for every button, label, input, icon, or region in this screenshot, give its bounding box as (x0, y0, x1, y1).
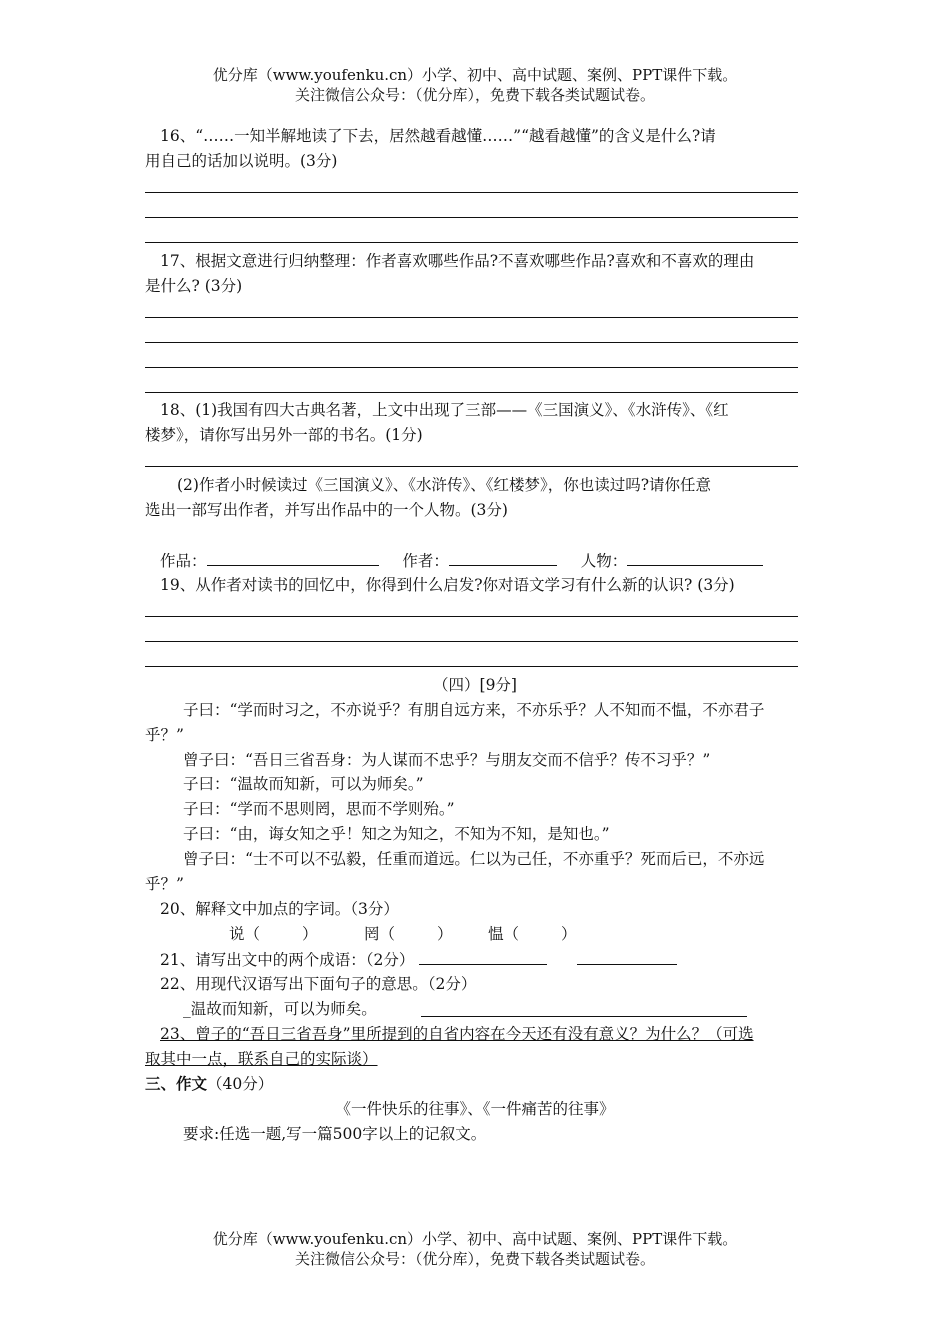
analects-4: 子曰：“学而不思则罔，思而不学则殆。” (183, 800, 455, 818)
composition-heading-row (145, 1073, 273, 1095)
answer-line[interactable] (145, 192, 798, 193)
answer-line[interactable] (145, 367, 798, 368)
idiom-1-blank[interactable] (419, 948, 547, 965)
page-footer-line-1: 优分库（www.youfenku.cn）小学、初中、高中试题、案例、PPT课件下载。 (212, 1230, 738, 1248)
analects-1-line-1: 子曰：“学而时习之，不亦说乎？有朋自远方来，不亦乐乎？人不知而不愠，不亦君子 (183, 701, 765, 719)
page-header-line-1: 优分库（www.youfenku.cn）小学、初中、高中试题、案例、PPT课件下载。 (212, 66, 738, 84)
analects-5: 子曰：“由，诲女知之乎！知之为知之，不知为不知，是知也。” (183, 825, 610, 843)
work-author-character-row (160, 549, 763, 572)
answer-line[interactable] (145, 242, 798, 243)
answer-line[interactable] (145, 666, 798, 667)
composition-heading: 三、作文 (145, 1074, 208, 1093)
question-18-part2-line-2: 选出一部写出作者，并写出作品中的一个人物。(3分) (145, 501, 508, 519)
word-yun-blank[interactable]: 愠（ ） (488, 925, 577, 943)
analects-3: 子曰：“温故而知新，可以为师矣。” (183, 775, 424, 793)
question-23-line-1: 23、曾子的“吾日三省吾身”里所提到的自省内容在今天还有没有意义？为什么？（可选 (160, 1025, 754, 1043)
question-17-line-2: 是什么? (3分) (145, 277, 243, 295)
question-17-line-1: 17、根据文意进行归纳整理：作者喜欢哪些作品?不喜欢哪些作品?喜欢和不喜欢的理由 (160, 252, 755, 270)
page-header-line-2: 关注微信公众号：（优分库），免费下载各类试题试卷。 (294, 86, 655, 104)
idiom-2-blank[interactable] (577, 948, 677, 965)
answer-line[interactable] (145, 641, 798, 642)
question-16-line-2: 用自己的话加以说明。(3分) (145, 152, 338, 170)
analects-1-line-2: 乎？” (145, 726, 184, 744)
work-blank[interactable] (207, 549, 379, 566)
answer-line[interactable] (145, 342, 798, 343)
author-blank[interactable] (449, 549, 557, 566)
character-label: 人物： (580, 552, 628, 570)
answer-line[interactable] (145, 317, 798, 318)
page-footer-line-2: 关注微信公众号：（优分库），免费下载各类试题试卷。 (294, 1250, 655, 1268)
answer-line[interactable] (145, 466, 798, 467)
word-shuo-blank[interactable]: 说（ ） (229, 925, 318, 943)
question-20: 20、解释文中加点的字词。（3分） (160, 900, 399, 918)
composition-requirement: 要求:任选一题,写一篇500字以上的记叙文。 (183, 1125, 487, 1143)
author-label: 作者： (402, 552, 449, 570)
composition-titles: 《一件快乐的往事》、《一件痛苦的往事》 (335, 1100, 615, 1118)
analects-6-line-2: 乎？” (145, 875, 184, 893)
work-label: 作品： (160, 552, 207, 570)
question-18-line-1: 18、(1)我国有四大古典名著，上文中出现了三部——《三国演义》、《水浒传》、《红 (160, 401, 729, 419)
question-22: 22、用现代汉语写出下面句子的意思。（2分） (160, 975, 477, 993)
answer-line[interactable] (145, 217, 798, 218)
section-4-title: （四）[9分] (433, 676, 517, 694)
analects-2: 曾子曰：“吾日三省吾身：为人谋而不忠乎？与朋友交而不信乎？传不习乎？” (183, 751, 711, 769)
question-22-sentence: _温故而知新，可以为师矣。 (183, 1000, 377, 1018)
character-blank[interactable] (627, 549, 763, 566)
question-16-line-1: 16、“……一知半解地读了下去，居然越看越懂……”“越看越懂”的含义是什么?请 (160, 127, 716, 145)
answer-line[interactable] (145, 616, 798, 617)
question-19-line-1: 19、从作者对读书的回忆中，你得到什么启发?你对语文学习有什么新的认识? (3分) (160, 576, 735, 594)
word-wang-blank[interactable]: 罔（ ） (364, 925, 453, 943)
question-21: 21、请写出文中的两个成语：（2分） (160, 948, 677, 971)
analects-6-line-1: 曾子曰：“士不可以不弘毅，任重而道远。仁以为己任，不亦重乎？死而后已，不亦远 (183, 850, 765, 868)
translation-blank[interactable] (421, 1016, 747, 1017)
answer-line[interactable] (145, 392, 798, 393)
question-18-part2-line-1: (2)作者小时候读过《三国演义》、《水浒传》、《红楼梦》，你也读过吗?请你任意 (177, 476, 712, 494)
question-18-line-2: 楼梦》，请你写出另外一部的书名。(1分) (145, 426, 423, 444)
question-23-line-2: 取其中一点，联系自己的实际谈） (145, 1050, 378, 1068)
composition-points: （40分） (207, 1075, 274, 1093)
